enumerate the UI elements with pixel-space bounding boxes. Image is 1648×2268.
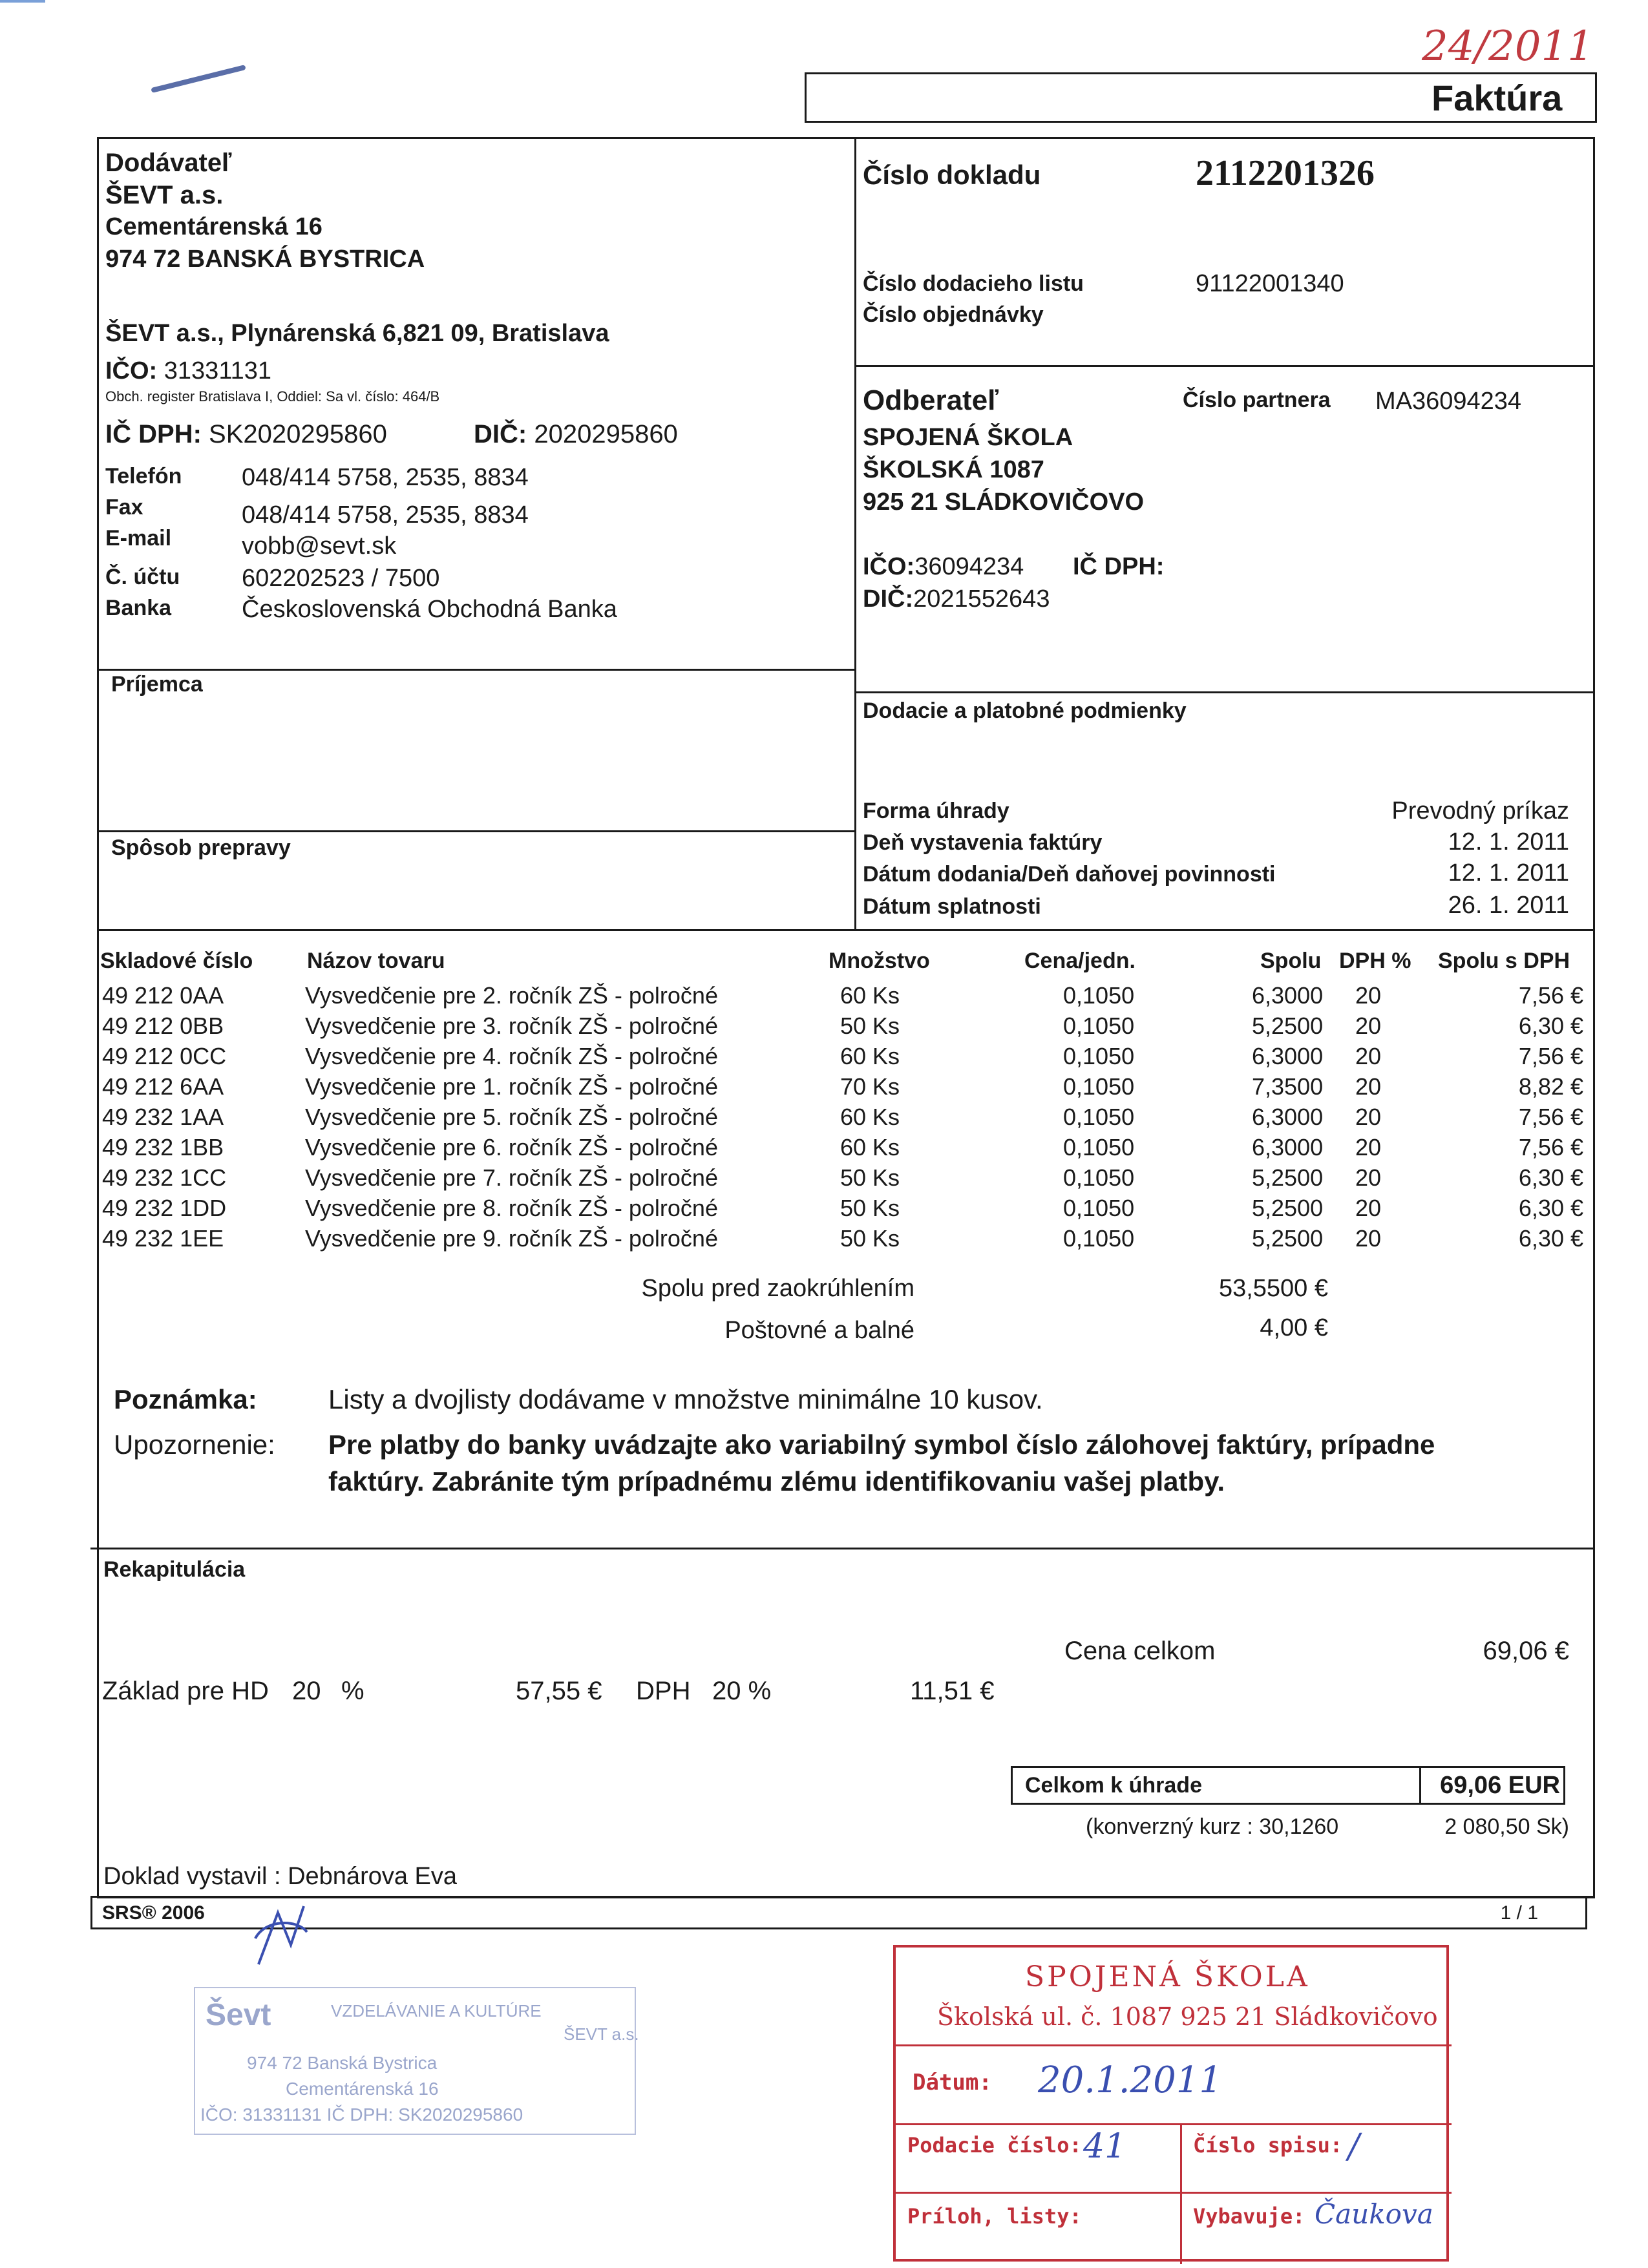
recap-heading: Rekapitulácia xyxy=(103,1557,246,1582)
table-row xyxy=(97,1104,1583,1135)
row-vat: 20 xyxy=(1355,982,1382,1009)
supplier-branch: ŠEVT a.s., Plynárenská 6,821 09, Bratislava xyxy=(105,320,609,347)
supplier-ico-value: 31331131 xyxy=(164,357,272,384)
row-total: 5,2500 xyxy=(1252,1013,1324,1039)
supplier-account: 602202523 / 7500 xyxy=(242,565,440,592)
total-due-value: 69,06 EUR xyxy=(1440,1772,1560,1799)
row-name: Vysvedčenie pre 3. ročník ZŠ - polročné xyxy=(305,1013,718,1039)
row-code: 49 232 1DD xyxy=(102,1195,227,1221)
school-stamp-name: SPOJENÁ ŠKOLA xyxy=(1025,1960,1310,1993)
row-total: 5,2500 xyxy=(1252,1225,1324,1252)
row-unit-price: 0,1050 xyxy=(1063,1195,1135,1221)
supplier-icdph-value: SK2020295860 xyxy=(209,420,387,448)
table-row xyxy=(97,1134,1583,1165)
divider-transport xyxy=(97,830,854,832)
recipient-label: Príjemca xyxy=(111,672,203,697)
customer-icdph-label: IČ DPH: xyxy=(1073,553,1165,580)
vat-label: DPH xyxy=(636,1677,691,1705)
table-row xyxy=(97,1195,1583,1226)
doc-number-label: Číslo dokladu xyxy=(863,160,1041,190)
supplier-bank: Československá Obchodná Banka xyxy=(242,596,617,623)
col-total-vat-header: Spolu s DPH xyxy=(1438,949,1570,973)
postage-value: 4,00 € xyxy=(1260,1314,1328,1341)
base-rate: 20 xyxy=(292,1677,321,1705)
supplier-phone: 048/414 5758, 2535, 8834 xyxy=(242,464,529,491)
corner-mark xyxy=(0,0,45,3)
customer-ico-label: IČO: xyxy=(863,553,915,580)
divider-items-top xyxy=(97,929,1595,931)
row-code: 49 212 0AA xyxy=(102,982,224,1009)
school-stamp-divider1 xyxy=(896,2044,1452,2046)
row-name: Vysvedčenie pre 6. ročník ZŠ - polročné xyxy=(305,1134,718,1160)
subtotal-label: Spolu pred zaokrúhlením xyxy=(641,1275,914,1302)
row-total-vat: 7,56 € xyxy=(1518,1104,1583,1130)
supplier-dic-value: 2020295860 xyxy=(534,420,678,448)
row-code: 49 232 1CC xyxy=(102,1164,227,1191)
school-stamp-divider3 xyxy=(896,2192,1452,2194)
row-total: 5,2500 xyxy=(1252,1164,1324,1191)
row-total-vat: 6,30 € xyxy=(1518,1013,1583,1039)
supplier-phone-label: Telefón xyxy=(105,464,182,488)
delivery-note-label: Číslo dodacieho listu xyxy=(863,271,1084,296)
supplier-ico-label: IČO: xyxy=(105,357,158,384)
postage-label: Poštovné a balné xyxy=(724,1317,914,1344)
col-code-header: Skladové číslo xyxy=(100,949,253,973)
row-qty: 60 Ks xyxy=(840,1104,900,1130)
row-qty: 50 Ks xyxy=(840,1195,900,1221)
row-code: 49 232 1BB xyxy=(102,1134,224,1160)
row-total: 6,3000 xyxy=(1252,1104,1324,1130)
row-unit-price: 0,1050 xyxy=(1063,1043,1135,1069)
due-date-label: Dátum splatnosti xyxy=(863,894,1041,919)
row-total-vat: 7,56 € xyxy=(1518,982,1583,1009)
row-vat: 20 xyxy=(1355,1013,1382,1039)
supplier-city: 974 72 BANSKÁ BYSTRICA xyxy=(105,246,425,273)
conversion-label: (konverzný kurz : 30,1260 xyxy=(1086,1814,1339,1839)
partner-label: Číslo partnera xyxy=(1183,388,1331,412)
row-name: Vysvedčenie pre 4. ročník ZŠ - polročné xyxy=(305,1043,718,1069)
table-row xyxy=(97,1073,1583,1104)
supplier-heading: Dodávateľ xyxy=(105,149,232,177)
delivery-note-value: 91122001340 xyxy=(1196,270,1344,297)
supplier-fax-label: Fax xyxy=(105,495,143,520)
row-qty: 70 Ks xyxy=(840,1073,900,1100)
divider-recap xyxy=(90,1548,1595,1549)
row-code: 49 232 1AA xyxy=(102,1104,224,1130)
divider-odberatel xyxy=(854,365,1595,367)
col-name-header: Názov tovaru xyxy=(307,949,445,973)
supplier-dic xyxy=(474,421,678,447)
school-stamp-attach-label: Príloh, listy: xyxy=(907,2204,1082,2229)
handwritten-invoice-number: 24/2011 xyxy=(1422,23,1594,70)
stamp-line2: ŠEVT a.s. xyxy=(564,2024,639,2044)
school-stamp-file-value: / xyxy=(1348,2127,1360,2166)
row-vat: 20 xyxy=(1355,1104,1382,1130)
due-date-value: 26. 1. 2011 xyxy=(1448,892,1569,919)
supplier-email-value[interactable]: vobb@sevt.sk xyxy=(242,532,397,560)
row-total: 7,3500 xyxy=(1252,1073,1324,1100)
supplier-ico xyxy=(105,359,271,383)
table-row xyxy=(97,1043,1583,1074)
row-name: Vysvedčenie pre 2. ročník ZŠ - polročné xyxy=(305,982,718,1009)
supplier-fax: 048/414 5758, 2535, 8834 xyxy=(242,501,529,529)
delivery-date-label: Dátum dodania/Deň daňovej povinnosti xyxy=(863,862,1276,887)
row-unit-price: 0,1050 xyxy=(1063,1073,1135,1100)
row-qty: 60 Ks xyxy=(840,1043,900,1069)
table-row xyxy=(97,1225,1583,1256)
issued-by: Doklad vystavil : Debnárova Eva xyxy=(103,1863,458,1890)
delivery-date-value: 12. 1. 2011 xyxy=(1448,859,1569,887)
col-unit-price-header: Cena/jedn. xyxy=(1024,949,1136,973)
table-row xyxy=(97,1164,1583,1195)
stamp-line5: IČO: 31331131 IČ DPH: SK2020295860 xyxy=(200,2105,523,2125)
stamp-line4: Cementárenská 16 xyxy=(286,2079,439,2099)
price-total-label: Cena celkom xyxy=(1064,1637,1216,1665)
payment-form-label: Forma úhrady xyxy=(863,799,1009,823)
customer-dic-label: DIČ: xyxy=(863,585,914,613)
terms-heading: Dodacie a platobné podmienky xyxy=(863,698,1187,723)
row-name: Vysvedčenie pre 8. ročník ZŠ - polročné xyxy=(305,1195,718,1221)
row-unit-price: 0,1050 xyxy=(1063,1013,1135,1039)
total-due-divider xyxy=(1419,1766,1421,1805)
transport-label: Spôsob prepravy xyxy=(111,835,291,860)
pen-stroke-mark xyxy=(151,65,246,93)
school-stamp-filing-value: 41 xyxy=(1083,2127,1126,2166)
doc-number: 2112201326 xyxy=(1196,153,1375,193)
warning-line2: faktúry. Zabránite tým prípadnému zlému identifikovaniu vašej platby. xyxy=(328,1466,1225,1496)
stamp-line3: 974 72 Banská Bystrica xyxy=(247,2053,438,2073)
vat-value: 11,51 € xyxy=(910,1677,995,1705)
row-code: 49 232 1EE xyxy=(102,1225,224,1252)
row-qty: 50 Ks xyxy=(840,1013,900,1039)
row-total-vat: 8,82 € xyxy=(1518,1073,1583,1100)
base-value: 57,55 € xyxy=(516,1677,602,1705)
issue-date-label: Deň vystavenia faktúry xyxy=(863,830,1103,855)
customer-ico-value: 36094234 xyxy=(914,553,1024,580)
row-total-vat: 7,56 € xyxy=(1518,1134,1583,1160)
row-name: Vysvedčenie pre 1. ročník ZŠ - polročné xyxy=(305,1073,718,1100)
divider-vertical-top xyxy=(854,137,856,929)
school-stamp-handler-value: Čaukova xyxy=(1315,2198,1433,2230)
col-total-header: Spolu xyxy=(1260,949,1322,973)
customer-dic xyxy=(863,587,1050,611)
warning-label: Upozornenie: xyxy=(114,1429,275,1460)
stamp-logo: Ševt xyxy=(206,1998,271,2032)
row-unit-price: 0,1050 xyxy=(1063,1134,1135,1160)
row-code: 49 212 6AA xyxy=(102,1073,224,1100)
vat-rate: 20 % xyxy=(712,1677,772,1705)
note-text: Listy a dvojlisty dodávame v množstve minimálne 10 kusov. xyxy=(328,1384,1043,1414)
row-total: 6,3000 xyxy=(1252,1043,1324,1069)
footer-page: 1 / 1 xyxy=(1500,1902,1538,1924)
row-unit-price: 0,1050 xyxy=(1063,982,1135,1009)
supplier-icdph-label: IČ DPH: xyxy=(105,420,202,448)
order-label: Číslo objednávky xyxy=(863,302,1044,327)
row-vat: 20 xyxy=(1355,1225,1382,1252)
supplier-bank-label: Banka xyxy=(105,596,172,620)
conversion-value: 2 080,50 Sk) xyxy=(1444,1814,1569,1839)
supplier-register: Obch. register Bratislava I, Oddiel: Sa vl. číslo: 464/B xyxy=(105,388,440,404)
customer-name: SPOJENÁ ŠKOLA xyxy=(863,424,1073,451)
doc-title: Faktúra xyxy=(1431,78,1563,118)
row-unit-price: 0,1050 xyxy=(1063,1164,1135,1191)
payment-form-value: Prevodný príkaz xyxy=(1391,797,1569,824)
row-qty: 50 Ks xyxy=(840,1164,900,1191)
supplier-email-label: E-mail xyxy=(105,526,172,551)
row-total: 6,3000 xyxy=(1252,1134,1324,1160)
customer-dic-value: 2021552643 xyxy=(913,585,1050,613)
divider-prijemca xyxy=(97,669,854,671)
base-percent: % xyxy=(341,1677,364,1705)
school-stamp-divider2 xyxy=(896,2123,1452,2125)
subtotal-value: 53,5500 € xyxy=(1218,1275,1328,1302)
row-vat: 20 xyxy=(1355,1164,1382,1191)
base-label: Základ pre HD xyxy=(102,1677,269,1705)
school-stamp-divider-v xyxy=(1180,2123,1182,2264)
customer-heading: Odberateľ xyxy=(863,384,999,416)
school-stamp-address: Školská ul. č. 1087 925 21 Sládkovičovo xyxy=(937,2002,1438,2031)
row-unit-price: 0,1050 xyxy=(1063,1104,1135,1130)
footer-left: SRS® 2006 xyxy=(102,1902,205,1924)
note-label: Poznámka: xyxy=(114,1384,257,1414)
row-total-vat: 6,30 € xyxy=(1518,1195,1583,1221)
supplier-dic-label: DIČ: xyxy=(474,420,527,448)
price-total-value: 69,06 € xyxy=(1483,1637,1569,1665)
row-code: 49 212 0CC xyxy=(102,1043,227,1069)
row-total: 6,3000 xyxy=(1252,982,1324,1009)
school-stamp-filing-label: Podacie číslo: xyxy=(907,2133,1082,2158)
customer-street: ŠKOLSKÁ 1087 xyxy=(863,456,1044,483)
col-qty-header: Množstvo xyxy=(829,949,930,973)
row-total-vat: 7,56 € xyxy=(1518,1043,1583,1069)
row-qty: 60 Ks xyxy=(840,982,900,1009)
school-stamp-file-label: Číslo spisu: xyxy=(1193,2133,1343,2158)
supplier-street: Cementárenská 16 xyxy=(105,213,322,240)
row-vat: 20 xyxy=(1355,1195,1382,1221)
row-code: 49 212 0BB xyxy=(102,1013,224,1039)
divider-terms xyxy=(854,691,1595,693)
issue-date-value: 12. 1. 2011 xyxy=(1448,828,1569,856)
row-total: 5,2500 xyxy=(1252,1195,1324,1221)
supplier-stamp xyxy=(194,1987,639,2135)
row-qty: 60 Ks xyxy=(840,1134,900,1160)
supplier-icdph xyxy=(105,421,387,447)
row-name: Vysvedčenie pre 5. ročník ZŠ - polročné xyxy=(305,1104,718,1130)
warning-line1: Pre platby do banky uvádzajte ako variabilný symbol číslo zálohovej faktúry, prípadne xyxy=(328,1429,1435,1460)
customer-ico xyxy=(863,554,1024,579)
row-vat: 20 xyxy=(1355,1073,1382,1100)
school-stamp-date-value: 20.1.2011 xyxy=(1038,2059,1223,2101)
signature-scribble xyxy=(246,1893,317,1977)
row-vat: 20 xyxy=(1355,1134,1382,1160)
school-stamp-date-label: Dátum: xyxy=(913,2070,992,2095)
row-vat: 20 xyxy=(1355,1043,1382,1069)
col-vat-header: DPH % xyxy=(1339,949,1411,973)
partner-value: MA36094234 xyxy=(1375,388,1522,415)
school-stamp-handler-label: Vybavuje: xyxy=(1193,2204,1305,2229)
row-total-vat: 6,30 € xyxy=(1518,1225,1583,1252)
table-row xyxy=(97,982,1583,1013)
total-due-label: Celkom k úhrade xyxy=(1025,1773,1202,1798)
row-qty: 50 Ks xyxy=(840,1225,900,1252)
row-name: Vysvedčenie pre 9. ročník ZŠ - polročné xyxy=(305,1225,718,1252)
stamp-line1: VZDELÁVANIE A KULTÚRE xyxy=(331,2001,542,2021)
customer-city: 925 21 SLÁDKOVIČOVO xyxy=(863,488,1145,516)
supplier-name: ŠEVT a.s. xyxy=(105,181,224,209)
table-row xyxy=(97,1013,1583,1044)
row-name: Vysvedčenie pre 7. ročník ZŠ - polročné xyxy=(305,1164,718,1191)
row-total-vat: 6,30 € xyxy=(1518,1164,1583,1191)
school-stamp xyxy=(893,1945,1449,2262)
row-unit-price: 0,1050 xyxy=(1063,1225,1135,1252)
supplier-account-label: Č. účtu xyxy=(105,565,180,589)
